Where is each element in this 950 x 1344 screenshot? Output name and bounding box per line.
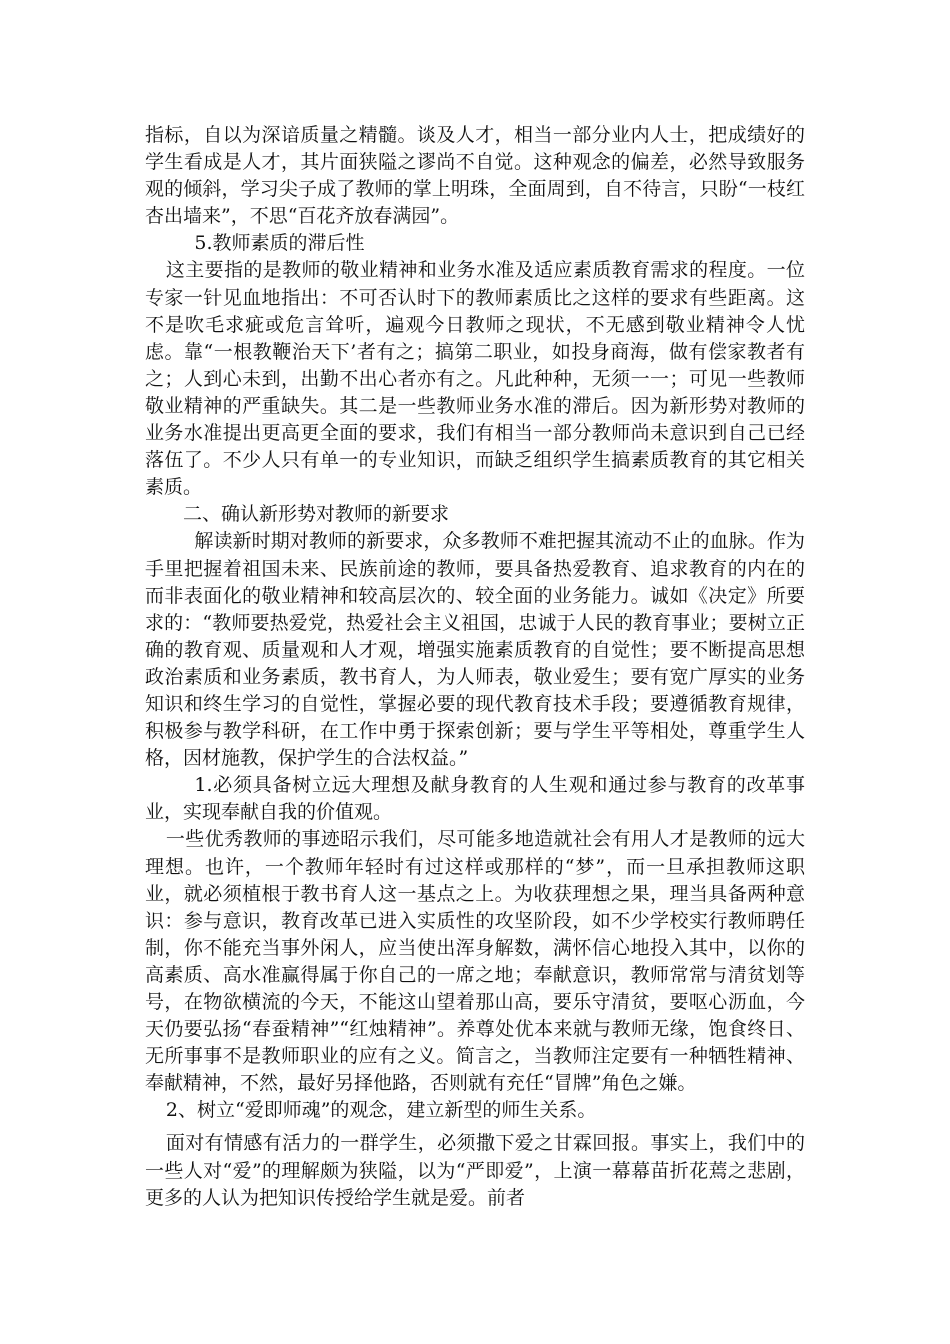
document-body — [145, 122, 805, 1212]
section-heading-5: 5.教师素质的滞后性 — [194, 232, 365, 255]
subheading-1: 1.必须具备树立远大理想及献身教育的人生观和通过参与教育的改革事业，实现奉献自我的价值观。 — [145, 774, 805, 824]
paragraph-teacher-quality: 这主要指的是教师的敬业精神和业务水准及适应素质教育需求的程度。一位专家一针见血地指出：不可否认时下的教师素质比之这样的要求有些距离。这不是吹毛求疵或危言耸听，遍观今日教师之现状，不无感到敬业精神令人忧虑。靠“一根教鞭治天下’者有之；搞第二职业，如投身商海，做有偿家教者有之；人到心未到，出勤不出心者亦有之。凡此种种，无须一一；可见一些教师敬业精神的严重缺失。其二是一些教师业务水准的滞后。因为新形势对教师的业务水准提出更高更全面的要求，我们有相当一部分教师尚未意识到自己已经落伍了。不少人只有单一的专业知识，而缺乏组织学生搞素质教育的其它相关素质。 — [145, 259, 805, 499]
paragraph-ideals: 一些优秀教师的事迹昭示我们，尽可能多地造就社会有用人才是教师的远大理想。也许，一个教师年轻时有过这样或那样的“梦”，而一旦承担教师这职业，就必须植根于教书育人这一基点之上。为收获理想之果，理当具备两种意识：参与意识，教育改革已进入实质性的攻坚阶段，如不少学校实行教师聘任制，你不能充当事外闲人，应当使出浑身解数，满怀信心地投入其中，以你的高素质、高水准赢得属于你自己的一席之地；奉献意识，教师常常与清贫划等号，在物欲横流的今天，不能这山望着那山高，要乐守清贫，要呕心沥血，今天仍要弘扬“春蚕精神”“红烛精神”。养尊处优本来就与教师无缘，饱食终日、无所事事不是教师职业的应有之义。简言之，当教师注定要有一种牺牲精神、奉献精神，不然，最好另择他路，否则就有充任“冒牌”角色之嫌。 — [145, 828, 805, 1095]
subheading-2: 2、树立“爱即师魂”的观念，建立新型的师生关系。 — [165, 1099, 597, 1122]
paragraph-continuation: 指标，自以为深谙质量之精髓。谈及人才，相当一部分业内人士，把成绩好的学生看成是人才，其片面狭隘之谬尚不自觉。这种观念的偏差，必然导致服务观的倾斜，学习尖子成了教师的掌上明珠，全面周到，自不待言，只盼“一枝红杏出墙来”，不思“百花齐放春满园”。 — [145, 124, 805, 228]
section-heading-2: 二、确认新形势对教师的新要求 — [183, 503, 450, 526]
paragraph-love: 面对有情感有活力的一群学生，必须撒下爱之甘霖回报。事实上，我们中的一些人对“爱”的理解颇为狭隘，以为“严即爱”，上演一幕幕苗折花蔫之悲剧，更多的人认为把知识传授给学生就是爱。前者 — [145, 1132, 805, 1209]
paragraph-new-requirements: 解读新时期对教师的新要求，众多教师不难把握其流动不止的血脉。作为手里把握着祖国未来、民族前途的教师，要具备热爱教育、追求教育的内在的而非表面化的敬业精神和较高层次的、较全面的业务能力。诚如《决定》所要求的：“教师要热爱党，热爱社会主义祖国，忠诚于人民的教育事业；要树立正确的教育观、质量观和人才观，增强实施素质教育的自觉性；要不断提高思想政治素质和业务素质，教书育人，为人师表，敬业爱生；要有宽广厚实的业务知识和终生学习的自觉性，掌握必要的现代教育技术手段；要遵循教育规律，积极参与教学科研，在工作中勇于探索创新；要与学生平等相处，尊重学生人格，因材施教，保护学生的合法权益。” — [145, 530, 805, 770]
